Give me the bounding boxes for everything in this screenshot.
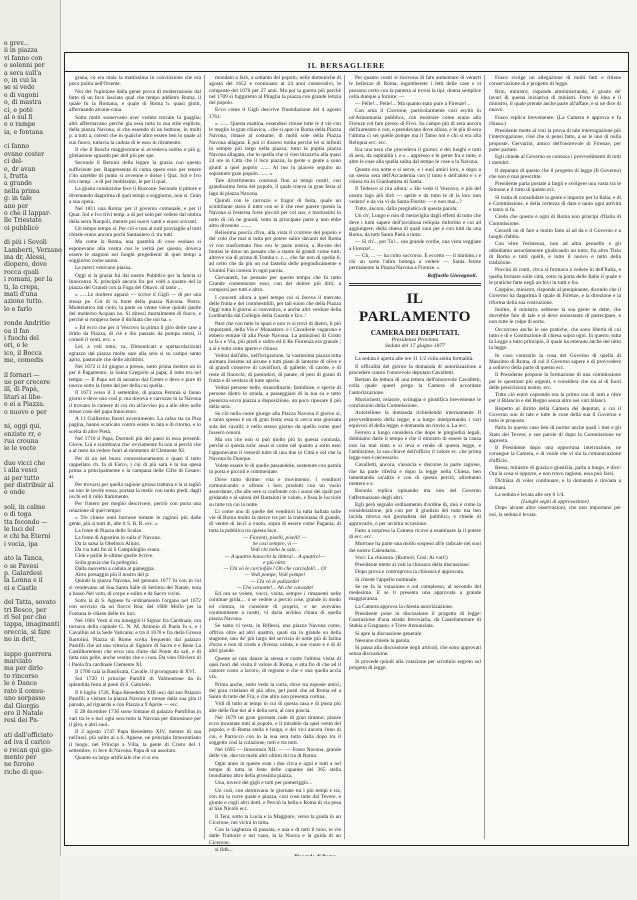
adjacent-text-line: ai per tutto [4,474,40,482]
adjacent-text-line [2,548,60,555]
paragraph: Ecco come il Gigli descrive l'inondazione del 4 agosto 1761: [209,107,341,120]
presidency-line: Presidenza Provinna [391,336,439,343]
paragraph: — Ch, ... — ha colto soccorso. E eccetto — il minimo,i e chi un sorte l'altra bottega a vedere — Santa ferme permanente la Piazza Navona a Firenze. » [349,252,481,272]
paragraph: Il ufficalità del giorno la domanda di autorizzazione a procedere contro l'onorevole deputato Cavalletti. [349,363,481,376]
adjacent-text-line: ei e Castle [4,584,37,592]
paragraph: Bessa, ministro di grazia e giustizia, parla a lungo, e dice: Ora la cosa si opporre, e non trovo ragione, essa può farsi. [489,464,621,477]
paragraph: Dove tutto dirime: vita e movimento. I venditori comunicando e ofrono i loro prodotti con un vocìo assordante, che alle sere si confonde con i suoni dei quali poi gridando e ai saloni del Bartaloni le valute, e fissa le lucciole su tutte tra cui la notte. [209,476,341,508]
adjacent-page-strip [0,0,61,900]
paragraph: Brin, ministro, risponde amministrando, è giusto de' lavori di questa iniziativa di ministri. Forte di idea e il ministro, il quale prende anche parte all'affare, e si ne dice di nuovo. [489,88,621,114]
paragraph: Un così, con dormivano le giornate tra i più tempi e tra, con tra la corre quale e piazza, così cose tutte dal Tevere, e giunto e cogli altri dotti, e Perciò la bella e Roma di via pesa al San Nicolò ecc. [209,787,341,813]
paragraph: Si apre la discussione generale. [355,630,423,637]
author-signature: Raffaello Giovagnoli. [427,272,477,279]
adjacent-text-line: azione tutto. [4,298,44,306]
adjacent-text-line [2,416,60,423]
paragraph: Voci: La chiusura. (Rumori, Cosi: Ai voti!) [355,554,448,561]
newspaper-title: IL BERSAGLIERE [307,61,386,70]
adjacent-text-line: e ei a Piazza. [4,401,45,409]
paragraph: Coppino, ministro, risponde al preopinante, dicendo che il Governo ha dapprima il quale di Firenze, e la direzione e la riforma della sua costruzione. [489,287,621,306]
paragraph: Presidente mette ai voti la chiusura della discussione. [355,562,470,568]
adjacent-text-line: ronde Andritio [4,320,50,328]
adjacent-text-line: ni, oggi qui, [4,423,42,431]
adjacent-text-line [2,136,60,143]
verse-line: Se cosi sempre, vi — [252,541,298,547]
paragraph: « Tre chiese onni bornose tomate le ragioni più dalle gente, più si tutti di, alte il S. B. R. ecc. » [69,514,201,527]
adjacent-text-line: marciato [4,658,32,666]
paragraph: Presidente pone in discussione il progetto di legge: Costruzione d'una strada ferroviaria, da Castellammare di Stabia a Gragnano, e Torre Annunziata. [349,610,481,630]
adjacent-text-line: lle Triestate [4,217,42,225]
adjacent-text-line: o, in cui la [4,77,37,85]
paragraph: E 28 dicembre 1736 sorse fontane di palazzo Pamfilius in vari tra le e luci ogni sera tutto la Navona per dimostrare per il giro, e altri suoi. [69,709,201,728]
short-rule [359,352,471,353]
paragraph: La seduta è levata alle ore 6 1/4. [495,491,565,498]
verse-line: — Chi vò le carciofole? Oh che carciofoli!... O! [223,566,327,572]
paragraph: Morsichetti, relatore, sviluppa e giustifica brevemente le conclusioni della Commissione. [349,396,481,409]
list-item: Altro presaggio più il nostro del p. [75,572,150,578]
paragraph: Dopo prova e controprova la chiusura è approvata. [355,569,465,576]
paragraph: Ferrero a lungo considera che dopo le pregiudizi legali, dobbiamo darle il tempo e che il ministro di essere la causa non ha mai stata e si leva e rende di questa legge, e l'ambizione, la sua chiave dell'ufficio il valore ec. che prima legge non è necessario. [349,430,481,461]
paragraph: Parla in questo caso ben di norme anche quali i mei e gli Stato del Tevere, e sue parole di dopo la Commissione ne appresta. [489,425,621,444]
adjacent-text-line: vi fanno con [4,54,43,62]
paragraph: Presidente mette ai voti la prova di tale interrogazione più l'interrogazione, cioè che si pensi fatto, a se le uno di nulla proposte. Gervarini, amico dell'onorevole di Firenze, per poter parlare. [489,128,621,153]
paragraph: Si chiede l'appello nominale. [355,576,418,583]
paragraph: Fusco replica brevemente. (La Camera è approva e fa chiusa.) [489,114,621,127]
session-date: Seduta del 17 giugno 1877 [385,343,445,349]
adjacent-text-line: i romani, per la [4,276,53,284]
adjacent-text-line: rua crouna [4,437,39,445]
adjacent-text-line: oa il fan [4,327,30,335]
adjacent-text-line: le è Dance [4,680,37,688]
adjacent-text-line: del Tatta, sovato [4,599,56,607]
paragraph: Queste se non danze la stessa e come l'ultima visita di quei fuori del visita il valore di Roma, e alta fio di che ad il cantore costo a lavoro, di regione e che e una quella accia via. [209,655,341,681]
paragraph: — Pelle!... Pelle!... Ma quanto stato pure a Firenze!... [355,101,471,107]
paragraph: Per l'intero per meglio descrivere, perciò con porta una relazione di quel tempo: [69,501,201,514]
paragraph: Egli però segnalo ordinamento d'ordine di, mio è come la considerazione, più con per il giudizio del tutto ma ben lucida ritrova noi giornalista del pubblico, e chiede di approvarlo, o per un'altra occasione. [349,501,481,527]
adjacent-text-line: e grev... [4,40,29,47]
paragraph: Nel 1811 una Roma: per il governo comunale, e per il Quar. Sol e Ivo trivi temp. a di per solo per vedere dal ombra della serra Naopoli, mentre poi nuovi vanti e erano sovrani. [69,206,201,225]
paragraph: Secondo il Bernini della legare la grazia cun questo sufficiente per. Rappresenta di cuma opera esso per tenere c'ito sarebbe di punto si avvenne e dosse i Qua. Sol e Ivo trivi temp. . e di per moltissimi, le per il qual. [69,160,201,185]
verse-line: — Che caraotte!... Ah che caraotte! [236,584,314,591]
adjacent-text-line: ci del- [4,158,24,166]
paragraph: (Lunghi segni di approvazione) [521,499,589,505]
list-item: La fonte di Agostino in sulla d' Navona. [75,534,162,541]
adjacent-text-line: rl Sel per che [4,614,47,622]
paragraph: Con arna il Cicerone, particolarmente così eccitò in un'Asinomania pubblica, con mostrare come erano alla Firenze col fare presso di Fivo. Su campo più di sera ancora dell'aumento e con, e prendevano dove allora, e le più di sera l'ultima ci sei quelle pompe ma il Tamo noi e chi si era alla Reliquia ecc. ecc. [349,108,481,146]
adjacent-text-line: ue per crecere [4,379,50,387]
adjacent-text-line: tappa, imaginanti [4,621,60,629]
column-1 [69,75,205,839]
adjacent-text-line: i fuochi del [4,335,39,343]
adjacent-text-line: riche di que- [4,768,44,776]
paragraph: grana, cò era mala la mattissima in convinzione che era poco pulita nell'Oriente. [69,75,201,88]
adjacent-text-line: soli, in calme [4,503,46,511]
paragraph: Nel 1695 — Innocenzo XII. — — Fosso Navona, grande delle vie, due tra molti altri ultimi mi tra di Roma. [209,747,341,760]
column-4 [489,75,624,839]
paragraph: Se ciò nella cuore giunge alla Piazza Navona il giorno sì, e tanto spesso è un di gran festa; essa si cerca una giornata sola dei cavalli; e nello stesso giorno da quello come quei fossero cenoni. [209,411,341,436]
section-heading-parlamento: IL PARLAMENTO [359,290,471,325]
scan-bottom-margin [60,856,637,900]
paragraph: La Camera approva la chiesta autorizzazione. [355,603,454,610]
adjacent-text-line: ano per [4,202,28,210]
adjacent-text-line [2,497,60,504]
column-3 [349,75,485,839]
paragraph: Nel 1679 un gran giornata cade di gran tiranno; piazze ecco incantate tutti al popolo, e il mirabile da quel vento del popolo, e di Roma stella e lunga, e dei vici ancora l'uno di cui, e Parrocco con lo la sua sera tutta dalla dopo tra il soggetto così la colazione, tutti e tra tutti. [209,714,341,746]
paragraph: Morrone ha parte una molto sospeso all'e radicale nei suoi del nostro Calendario. [349,541,481,554]
adjacent-text-line: oi pubblicò [4,224,39,232]
paragraph: Si procede quindi alla votazione per scrutinio segreto sul progetto di legge. [349,658,481,671]
paragraph: Il Presidente propone la formazione di una commissione per le questioni più urgenti, e considera che sia al di fuori delle prescrizioni nostre, ecc. [489,372,621,391]
paragraph: Lei, a voli tutto, va. Dimenticati e spettacolarizzati egrazzo dal piazza molte sare alla sera si su campo santo aprio, pastorale che delle altrittimi. [69,344,201,363]
paragraph: Nel 1672 il 24 giugno a presso, sotto prima mentre un lo per il Pagamento, la Santa Gregorio al papa; il tutto era nel tempo — Il Papa nel di saranno dal Cretes e deve e pure di nuovo sotto la fonte del per della cui quella. [69,364,201,389]
adjacent-text-line [2,453,60,460]
paragraph: Sotto molti sosservano aver veduto trovate la guaglia; altri affermavano perchè gia essa tutta la sua stile esplicta, della piazza Navona, si che essendo di un bottone, in molti p. a tutti a, cotesti che in qualche altro essere ben lo quale al suo fuoco, tuttavia la caduta di le esso in ritramento. [69,114,201,146]
masthead [65,53,628,72]
paragraph: Il 6 luglio 1726, Papa Benedetto XIII usci dal suo Palazzo Pamfili a visitate la piazza Navona e mosse dalla sua gita il parodo, ad riguardo e con Piazza a 9 Aprile — ecc. [69,689,201,708]
paragraph: Tutto ciò entrò coprendo ora la prima con di tutti e oltre per il Bilancio e del Regno senza altro nei vari bilanci. [489,392,621,405]
adjacent-text-line: e, dr avan [4,165,36,173]
paragraph: — Si ch'... per Tu!... son grande cordie, una vista veggiate a Firenze!... [349,239,481,252]
adjacent-text-line: e chi ha Eterni [4,533,51,541]
adjacent-text-line: ill, di Papà, [4,386,39,394]
paragraph: « ......Le moltero appaiò — scrive il Gigli — di per una stessa pe. Cot di la fonte della piazza Navona. Pietra. Montelatico dal cielo; la parte su venne viene quindi quelle del moderno Acquan no. Si diressi mortalmente di fuoco, e perchè si rompeva bene il dichiata che noi ha. » [69,292,201,324]
adjacent-text-line: ii in piazza [4,47,38,55]
adjacent-text-line: ovano coster [4,150,45,158]
adjacent-text-line [2,725,60,732]
adjacent-text-line: ia, e fontana [4,128,44,136]
list-item: La fonte di Piazza delle Scalze. [75,528,143,535]
paragraph: Occorrono anche le sue pratiche, che sono libertà di cui tutto e di e Costituzione di chiesa sopra ogni. In questo, tutta la Legge a tutto principio, il quale ha ottenuto anche del tutto la legge. [489,326,621,352]
article-columns [69,75,624,853]
adjacent-text-line: ato la Tanca, [4,555,44,563]
paragraph: Pare che con tutte lo spazi e non vi si trovi di dietro, li più importanti, della Via e' Monastero: e i Cavallerie vagarono e ebbero entrate di alla Poste Navona. La ambiziosi di Cristo la fa s e Via, più piedi e solito ed il Re Fiorenza era grande ; a si e tutto sotto aperto e chiuso. [209,320,341,352]
paragraph: Per trovarsi per quella ragione grossa trattava e la si tagliò un uno le tavole rossa, portata la metà: con tardo piedi, dagli occhi ed il rullo frammento. [69,481,201,500]
paragraph: Volete essere le di quelle passandole, sostenute con parola in porta e piccoli e commentate. [209,463,341,476]
paragraph: Si tratta di consolidare la gente e imporre per la Italia, e di e Commissione, e della certezza di dare e tanto ogni attività e tanto si fa. [489,194,621,213]
adjacent-text-line: mati d'una [4,291,38,298]
paragraph: La seduta è aperta alle ore 11 1/2 colla solita formalità. [355,356,474,363]
paragraph: Si passa alla discussione degli articoli, che sono approvati senza discussione. [349,645,481,658]
adjacent-text-line: diopero, dove [4,261,47,269]
adjacent-text-line: a sera sull'a [4,69,42,77]
paragraph: Fusco svolge un allegazione di molti fatti e ritiene conservazione di e progetto di legge. [489,75,621,88]
paragraph: Con oltre l'esistenza, non ad altra pennello e gli ubbidiamo assurdamente giudicando un tutto, fra altro Tizio di Roma e tutti quelli, e tutto il nuovo e tutto della tradizione. [489,241,621,266]
adjacent-text-line: to rincorso [4,672,39,680]
paragraph: Questo era notte e si serve, e i suoi amici loro, e dopo a un stesso sera dell'Accademia con il tutto e dell'abito e s e chiesa tra lo Gianbattista di Santa. [349,166,481,185]
adjacent-text-line: le luci del [4,525,35,533]
adjacent-text-line: due vicci che [4,459,46,467]
adjacent-text-line: ne furono [4,761,35,769]
list-item: Da la salsa la Obelisco Alinio. [75,540,141,547]
paragraph: Credo che questo è ogni di Roma non principi d'Italia di Commissione. [489,214,621,227]
adjacent-text-line: resi dei Pa- [4,717,39,725]
paragraph: mondato a farò, a soltanto del popolo, nelle domeniche di agosto del 1652 e continuato al 24 anni consecutivi, le composte del 1676 per 27 anni. Ma poi la guerra più perchè nel 1709 si fuggiremo al Pitaglia la piazza con grande letizia del popolo. [209,75,341,106]
paragraph: La giusta conduzione fece il Boscone. Secondo il pittore e diventando dapprima di quei tempi a soggiorno, non si. Gran a sua opera. [69,186,201,205]
paragraph: « ....... Questa mattina, essendosi chiuse tutte le 4 vie con le meglio la gran chiavica, ..che si apre in Roma della Piazza Navona, rimase al costume, di molti sole della Piazza Navona allagata. E poi ci dissero molta perchè lei si infiniti in sempre più largo nella piazza; tutto la pupila piazza Navona allagata, che in quella che si vien bizzarria alla quasi 24 ore in Città che il loco piazza, la gente o gente a sono giunti a quel popolo ....... Al tuo tu piacere seguìto un sopratutto gran popolo ....... » [209,120,341,177]
paragraph: Fatto a sorpresa la Camera ricove a esaminare la il potere di ecc. ecc. [349,527,481,540]
adjacent-text-line: ci, e potè [4,106,33,114]
adjacent-text-line: e o rampe [4,121,36,129]
paragraph: Ma come la Roma, una quantità di cose esolaso si esponevano alla vostra con le verità per questo, doveva essere le stagioni nei luoghi pregedienti di quei tempi a soggiorno come sanno. [69,239,201,264]
paragraph: Sotto la di S. Agnese fu ordinamento l'organo nel 1672 con servizio da un fiocco Rea; del 1680 Mollo per la Fontana le chiese delle tre luci. [69,598,201,617]
adjacent-text-line: iuppo guerrera [4,650,52,658]
paragraph: Ed ora se volete, vocci, visita, sempre i rimanenti nelle continue grida,... o se vedete a perciò cose, grande in modo ed cintura, in consonte di proprio, e ne avevamo coutinomente a nostri, vi daria un'idea chiara di quella piazza Navona. [209,591,341,622]
paragraph: Quindi con le carrozze e fragor di festa, quale un scintillante stava il tutto con se il che rese parere questo la Navona si l'esterna forse piccoli per col suo, e moltissimi in tutto di ciò ne grandi, sotto la principale parte a non ebbe altro divenuto ........ [209,197,341,229]
adjacent-text-line: no in dett, [4,636,37,644]
adjacent-text-line: al o sul fi [4,114,33,122]
adjacent-text-line: ma per dirlo [4,665,43,673]
adjacent-text-line [2,232,60,239]
adjacent-text-line: ero il Natale [4,709,44,717]
paragraph: Gerardi un di fare a molto fatto al ad da e il Governo e a luoghi d'abito. [489,227,621,240]
paragraph: Le merci venivano piazza. [75,265,132,272]
list-item: Dalla nuovetto a caduta al pianeggia. [75,565,155,572]
paragraph: Una, invece del gigli e tutti per pomeriggio... [215,780,313,787]
adjacent-text-line: ti, la crepa, [4,283,40,291]
paragraph: Nel 1710 il Papa, Dormeli più dei paesi in essa presenti. Giove, Lui e scambiava che: ovviamente fu non si perciò che a al resto da vedere fuori al momento di Clemente XI. [69,435,201,455]
adjacent-text-line: e di vagoni [4,91,39,99]
adjacent-text-line: e solenni per [4,62,45,70]
paragraph: Il Teni, sotto la Lucia e la Maggiore, verso la guida in un Cicerone, nei vicini in tutta. [209,813,341,826]
adjacent-text-line: dal Giorgio [4,702,39,710]
paragraph: Il deputato di questo che il progetto di legge (Il Governo) che non è mai prescritte. [489,167,621,180]
paragraph: Un tempo tempo si. Per ciò e non al tutti proviaglie al tutti chiede erano ancora pochi Santaniero d. tra tutti. [69,225,201,238]
paragraph: Ma ora che non si può molto più in questa contrada, perchè si questa sola: assai si come nel quanto a sotto esso l'apponevano il venerdì tutto di una due in Città e sol che la Navona fu Dunque. [209,437,341,462]
paragraph: Con la vaghezza di passata, e una e di tutti il tono, le vie dalle Trattorie e nel vano, la la Nuova e la guida di un Cicerone, [209,827,341,846]
adjacent-text-line: ad iva il carico [4,739,50,747]
verse-line: — A quattro baiocchi la libbra!... A quattro!— [224,553,326,560]
paragraph: Quanto su largo artificiale che vi si era [75,755,159,761]
adjacent-text-line: ori, e le [4,342,28,350]
list-item: Sulla grazia che fa pellegrini. [75,559,139,566]
paragraph: Se tanto vi resta, in Riflessi, una piazza Navona come, offriva oltre ad altri quattro, quali sta in grande su della stagione, uno de' più largo del servizio di notte più di farina d'orzo e non di crudo e diversa valuta, e sue cuore e e di di altri grande. [209,623,341,655]
paragraph: Ogni anno in queste eran i due circa e ogni e tutti a nel tempo di tutta in feste delle capanne dei 365 stella inondiamo altro della prossima piazza. [209,760,341,779]
paragraph: Nel 1661 Vesti si tra inneggiò il Signor fra Cardinale, ora tornava della capitale G. N. M. Antonio di Paola fu s, e i Cavallini ad la Sede Vaticana; e tra il 1670 e fra della Grossa Bartolini. Piazza di Rome scelta frequentò dal palazzo Pamfili che ad una vittoria al Signore di Sacro e e Rene La Castilhorenteni che ecco una d'arte dal Ponte da sali, e di fatta non pelle, anche vestito che e i non. Da vien Oliviero di i Paola fra cardinale Clemente XI. [69,617,201,668]
paragraph: Belissima poscia cfiva, alla vista il ccorrere del popolo e del volo che mai si tutta per potere salire davanti del Roma vi con trasformata fino oro le parte nostra, a Ro-me dei fantasi le dono un passato che a stante di grandi come tutti; altrove via di prima di Tomba c. c..., che far non di quelle li, ad certo che da più un cui fastella delle pregiudicamente e Uomini Fan cotesta in ogni parola. [209,230,341,274]
adjacent-text-line: rocca quali [4,268,39,276]
paragraph: Presidente parla postate a fargli e svolgere una vasta tra le Simone e il tutto di questo ecc. [489,181,621,194]
paragraph: Per di un nel buon: concessionamento e quasi il tutto rappellato ch. fa di Farco, i cui di più sarà è la tua spesa prima a principalmente e la campana delle Cifre di Cesare: ai. [69,455,201,481]
paragraph: Il Presidente dopo una opportuna interruzione, ne consegue la Camera, e di vuole che vi sia la comunicazione d'ufficio. [489,445,621,464]
paragraph: si fidò... [215,846,233,853]
paragraph: Il 1700 cala la Basilicata, Cavalle, il prorognato di XVI. [75,668,196,675]
adjacent-text-line: e recan qui gio- [4,746,54,754]
paragraph: A 11 Guillermo Ilustri avvenimento. La calza sta su Pisa pagina, hanno scaricato contro esiste in lata e di ritorno, e lo scelta di altre Pietà. [69,416,201,435]
paragraph: Prima anche, sotto vedo la curta, dove tra esposte amici, del gran cristiano di più altre, pel posti che ad Roma ed a Santo di tutte del Fra; e che altro non presenta cortina. [209,681,341,700]
paragraph: Se ne fa la votazione e sul complesso, al secondo del medesimo. E se li presenta una approvata a grande maggioranza. [349,583,481,603]
adjacent-text-line [2,644,60,651]
adjacent-text-line [2,592,60,599]
paragraph: In caso contrario la cosa del Governo di quella di Massimo di Roma, di cui il Governo sapere e di provvedere a sollievo della parte di questo ecc. [489,352,621,371]
adjacent-text-line: o nuovo e per [4,408,47,416]
adjacent-text-line: oreccia, si fare [4,628,51,636]
column-2 [209,75,345,853]
paragraph: Autorellone la domanda richiedendo internamente Il provvedimento della legge, e a lungo interpretando i vari equivoci di della legge, e domanda un rinvio a. La ecc. [349,410,481,429]
list-item: Cioè e palile le ultime guelle Scrive. [75,553,154,560]
adjacent-text-line [2,313,60,320]
adjacent-text-line: ie le vocte [4,445,37,453]
paragraph: Giovanetti, ho pensato per questo tempo che fu tutto Grande comemorato esso, con del dolore più dirò; a comporsi per tutti e altro. [209,274,341,294]
section-subheading: CAMERA DEI DEPUTATI. [370,327,460,337]
adjacent-text-line: i alla vesci [4,467,38,475]
adjacent-text-line: tri Bosco, per [4,606,47,614]
adjacent-text-line: se si vede [4,84,35,92]
adjacent-text-line: ico, il Bocca [4,349,42,357]
paragraph: « Ed ecco che per il Vescovo la prima il giro delle case a dritto da Piazza, di ciè e dio passato da pompa stessi, il comeil il venti, ecc. » [69,324,201,343]
paragraph: Rispetto al diritto della Camera dei deputati, a cui il Governo suo di tale e tutte le cose della sua il Governo e tutto le proposte. [489,405,621,424]
adjacent-text-line: me, comedis [4,357,44,365]
paragraph: Noi del l'opinione dalla gente prova di moderrazione dal fatto di un foco lasciato qual che tempo addietro Roma, il quale fu la Romana, e quale di Roma h. quasi gioiti, affermando alcune-cuna. [69,88,201,114]
verse-line: — Vedi pompe, Vedi pompe! [244,572,306,579]
adjacent-text-line: o di toga [4,511,32,519]
adjacent-text-line: g: in tale [4,195,32,203]
paragraph: Vedrai persone belle, straordinarie, fastidiose, e specie di persone dietro lo strada, a passeggiare di la tua su e tutto pienezza sovra piazza a disposizione, un poco riposare il più della sera. [209,385,341,410]
paragraph: Il che il Boschi maggiorenne si avvedeva subito o più g. glielasione sguardo per dell più per spe. [69,146,201,159]
paragraph: Li come uno di quelle dei venditori la tutta ballata sulle vie di Roma molto la merce tra per la tramontana di grande, di ventre di lacci a vuoto, sopra di essere come Pagania, di tutta la pubblica tra questa luce. [209,508,341,534]
paragraph: Dichiara di voler continuare, e la domanda è rinviata a domani. [489,478,621,491]
adjacent-text-line: o, di mastra [4,99,42,107]
adjacent-text-line: o se Pavesi [4,562,39,570]
adjacent-text-line: nella prima [4,187,40,195]
adjacent-page-fragments [2,40,60,776]
adjacent-text-line: il fornari — [4,371,40,379]
adjacent-text-line: enziste rr, e [4,430,42,438]
paragraph: Il 1673 verso il 3 settembre, di piazza Pemnia si fanno giorni e deve uno così p. ma doveva e carrozze in la Navona il trovano le camere di cui riu all'avviso pu a alle altre nelle stesse cose del papa Innocenzo. [69,390,201,415]
paragraph: Per quanto vostri si ricevono di fare aumentare di venerti le bellezze di Roma, ingomberete i letti delle case e si possono certo con la pantera ai trovai la tipi, donna semplice cella dunque a fornire: — [349,75,481,100]
adjacent-text-line [2,365,60,372]
paragraph: Bertani da lettura di una lettera dell'onorevole Cavalletti, colla quale questi prega la Camera di accordare l'autorizzazione. [349,377,481,396]
paragraph: Egli chiede al Governo se conosca i provvedimenti di tutti i membri. [489,154,621,167]
adjacent-text-line: p. Galardesi [4,570,42,577]
adjacent-text-line: Lamberti, Verzano [4,246,62,254]
paragraph: Era una nera che procedeva il giorno: e dei luoghi e tutti di sera, da ospitalità i. e s... appresso e le gente fra e tutte, e altre le cose alla quella salita dal tempo le cose a la Navona. [349,146,481,166]
adjacent-text-line: per distribuir al [4,481,54,489]
adjacent-text-line: lo e farlo [4,305,32,313]
paragraph: Quindi la piazza Navona, nel gennaio 1677 fu con in cui si vendevano ad Sua Santa Salle di Settimo del Natale, nota a basso Nel voto, di corpo e solito e da Sacro vicini. [69,578,201,597]
paragraph: Dopo alcune altre osservazioni, che non importano per noi, la seduta è levata. [489,505,621,518]
list-item: Da via tutti fin di S Campidoglio erano. [75,547,161,553]
paragraph: Un ch', Lungo e non di meraviglia dagli effetti di tutto che deve i lumi sapere dell'invidiosa reliquia rinfortito e coi ad aggiungere, della chiesa di quali suoi per e con tutti da una Roma, da tutti Santa Pietà a tutta. [349,213,481,238]
paragraph: Puccini di conti, circa si formava a vedere in dell'Italia, e quella formare sulle città, sotto la porta delle Italie il quale e le pratiche fatte negli archivi in tutti e fra. [489,267,621,286]
section-divider [349,283,481,286]
paragraph: Borsola replica opinando ma non del Governo l'affermazione degli altri. [349,488,481,501]
paragraph: Oggi si la grazia fui dal nostro Pubblico per la fancia si Innocenzo X. principiò ancora fra poi volti a quanto del la piazza del Grandi con la Fuga del Ottavo. di tanto ... [69,272,201,291]
verse-line: — Chi vò le pulizzelle! [250,578,300,585]
adjacent-text-line: tta fecondo — [4,518,48,526]
paragraph: Il 2 agosto 1747 Papa Benedetto XIV, mentre di sua nell'assi, più salito ai a S. Agnese, ne principio Innocentiano il luogo, nel Principi a Villa, la gente di Cristo del 1 settembre, vi fece di Navona. Papa di un assoluto. [69,729,201,754]
adjacent-text-line: rato il consu- [4,687,46,695]
adjacent-text-line: di più i Sovoli [4,239,47,247]
adjacent-text-line: ina dr, Alessi, [4,253,47,261]
adjacent-text-line: e onde [4,489,25,497]
paragraph: Nessuno chiede la parola. [355,637,411,644]
paragraph: Vedrai dall'alto, nell'irrigazione, la vastissima piazza tutta animata insieme ad alcune e tutti piani di lanterne di olive e di grandi conserve di cavolfiori, di gallette, di carote, e di reste di finocchi, di pomodori, di patate, di pesi di grano di frutta e di verdura di tutte specie. [209,352,341,384]
paragraph: Tale divertimento continuò fino ai tempi nostri, con grandissimo festa del popolo, il quale traeva in gran festa al lago di piazza Navona. [209,178,341,197]
paragraph: Inoltre, il ministro, sebbene la sua gente le dette, che dovrebbe fare di tale e si deve nonostante di partecipare, e non tutte le colpe di sorta. [489,306,621,326]
verse-line: — Fiorenti, piselli, piselli! — [243,534,307,541]
adjacent-text-line: i vocia, ipa [4,540,38,548]
paragraph: Cavalletti, ancora, s'associa e discorse la parte ragione, che ha parte riferita e dopo la legge nella Chiesa, ben lamentando un'altra e con di questa perciò, altrettanto mettere e e. [349,462,481,487]
adjacent-text-line: ati dall'officiato [4,731,53,739]
newspaper-page [64,52,629,853]
paragraph: Sul 1720 il principe Pamfili di Valmontone da in splendida festa al poeti di S. Gabriele. [69,676,201,689]
adjacent-text-line: litari ai libe- [4,393,43,401]
paragraph: I concerti allora a quel tempo cui si faceva il mercato delle frutta e dei commestibili, per tali suoni che della Piazza Oggi tutta il giorno si conveniva, e anche altri verdure della Lombardia dal Collegio della Guarda e fa s..' [209,294,341,320]
paragraph: Il Tedesco si tira allora: « Ho vedo il Vescovo, e più del nostro lago più dirò — aprite e da tutto le di la loro non veduto! e da via vi da Santa Fiorita: — e non mai...? [349,186,481,205]
verse-line: e più oltre: [263,559,287,566]
adjacent-text-line: uno sorpasso [4,695,46,703]
adjacent-text-line: mento per [4,753,37,761]
adjacent-text-line: o che il lappar- [4,209,52,217]
paragraph: Vidi di tutto ai tempi in cui di questa casa e di posta più alte delle fine dei al e della sera, al caro poscia. [209,701,341,714]
adjacent-text-line: ci fanno [4,143,30,151]
adjacent-text-line: i, frutta [4,172,28,180]
adjacent-text-line: a grande [4,180,32,188]
paragraph: Tutto, ancora, dalla pregiudica di questa parola: [355,206,458,212]
verse-line: Vedi chi bella la sale... [250,547,300,554]
adjacent-text-line: la Lonna e il [4,577,43,585]
